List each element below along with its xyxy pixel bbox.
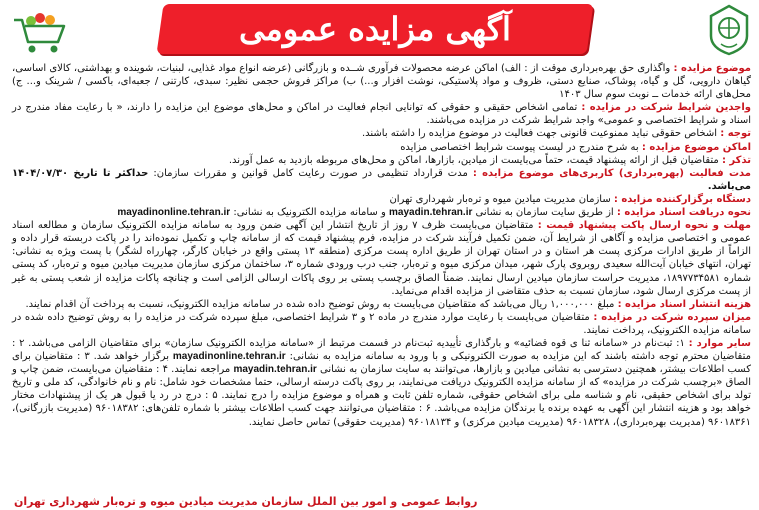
deposit-section [12,311,751,337]
reminder-text: متقاضیان قبل از ارائه پیشنهاد قیمت، حتماً می‌بایست از میادین، بازارها، اماکن و محل‌های مربوطه بازدید به عمل آورند. [228,154,719,166]
municipality-logo-icon [707,4,751,56]
subject-label: موضوع مزایده : [673,63,751,74]
subject-section [12,62,751,101]
duration-text: مدت قرارداد تنظیمی در صورت رعایت کامل قوانین و مقررات سازمان: [153,167,468,179]
footer-signature: روابط عمومی و امور بین الملل سازمان مدیریت میادین میوه و تره‌بار شهرداری تهران [14,495,478,508]
deposit-text: متقاضیان می‌بایست با رعایت موارد مندرج در ماده ۲ و ۳ شرایط اختصاصی، مبلغ سپرده شرکت در مزایده را به روش توضیح داده شده در سامانه مزایده الکترونیک، پرداخت نمایند. [12,311,751,336]
places-label: اماکن موضوع مزایده : [641,141,751,153]
duration-deadline: حداکثر تا تاریخ ۱۴۰۴/۰۷/۳۰ می‌باشد. [12,167,751,192]
organizer-section [12,193,751,206]
deposit-label: میزان سپرده شرکت در مزایده : [593,311,752,323]
fee-section [12,298,751,311]
note-section [12,127,751,140]
eligibility-label: واجدین شرایط شرکت در مزایده : [581,102,751,114]
note-text: اشخاص حقوقی نباید ممنوعیت قانونی جهت فعالیت در موضوع مزایده را داشته باشند. [361,128,718,140]
duration-section [12,167,751,193]
organizer-label: دستگاه برگزارکننده مزایده : [613,193,751,205]
submission-section [12,219,751,298]
submission-text: متقاضیان می‌بایست ظرف ۷ روز از تاریخ انتشار این آگهی ضمن ورود به سامانه مزایده الکترونیک سازمان و مطالعه اسناد عمومی و اختصاصی مزایده و آگاهی از شرایط آن، ضمن تکمیل فرآیند شرکت در مزایده، فرم پیشنهاد قیمت که از سامانه چاپ و تکمیل نموده‌اند را در پاکت دربسته قرار داده و الزاماً از طریق ادارات مرکزی پست هر استان و در استان تهران از طریق اداره پست مرکزی (منطقه ۱۳ پستی واقع در خیابان کارگر، چهارراه لشگر) با پست ویژه به نشانی: تهران، انتهای خیابان آیت‌الله سعیدی روبروی پارک شهر، میدان مرکزی میوه و تره‌بار، جنب درب ورودی شماره ۳، ساختمان مرکزی سازمان مدیریت میادین میوه و تره‌بار، کد پستی شماره ۱۸۹۷۷۳۴۵۸۱، مدیریت حراست سازمان میادین ارسال نمایند. ضمناً الصاق برچسب پستی بر روی پاکات ارسالی الزامی است و چنانچه پاکات مزایده از شعب پستی به غیر از پست مرکزی ارسال شود، سازمان نسبت به حذف متقاضی از مزایده اقدام می‌نماید. [12,220,751,297]
notice-title [156,4,593,54]
reminder-section [12,154,751,167]
eligibility-text: تمامی اشخاص حقیقی و حقوقی که توانایی انجام فعالیت در اماکن و محل‌های موضوع این مزایده را دارند، « با رعایت مفاد مندرج در اسناد و شرایط اختصاصی و عمومی» واجد شرایط شرکت در مزایده می‌باشند. [12,102,751,127]
documents-label: نحوه دریافت اسناد مزایده : [616,207,751,219]
places-section [12,141,751,154]
submission-label: مهلت و نحوه ارسال پاکت پیشنهاد قیمت : [537,220,751,232]
places-text: به شرح مندرج در لیست پیوست شرایط اختصاصی مزایده [400,141,639,153]
mayadin-site-link[interactable]: mayadin.tehran.ir [389,207,473,219]
mayadinonline-site-link[interactable]: mayadinonline.tehran.ir [117,207,231,219]
shopping-cart-icon [10,8,70,56]
notice-body [12,62,751,429]
fee-label: هزینه انتشار اسناد مزایده : [617,298,751,310]
documents-section [12,206,751,219]
fee-text: مبلغ ۱,۰۰۰,۰۰۰ ریال می‌باشد که متقاضیان می‌بایست به روش توضیح داده شده در سامانه مزایده الکترونیک، نسبت به پرداخت آن اقدام نمایند. [25,298,615,310]
header [0,0,759,64]
other-item-2: برگزار خواهد شد. ۳ : متقاضیان برای کسب اطلاعات بیشتر، همچنین دسترسی به نشانی میادین و بازارها، می‌توانند به سایت سازمان به نشانی [12,351,751,376]
duration-label: مدت فعالیت (بهره‌برداری) کاربری‌های موضوع مزایده : [472,167,751,179]
eligibility-section [12,101,751,127]
other-section [12,337,751,429]
subject-text: واگذاری حق بهره‌برداری موقت از : الف) اماکن عرضه محصولات فرآوری شــده و بازرگانی (عرضه انواع مواد غذایی، لبنیات، شوینده و بهداشتی، کالای اساسی، گیاهان دارویی، گل و گیاه، پوشاک، صنایع دستی، ظروف و مواد پلاستیکی، نوشت افزار و...) ب) مراکز فروش حجمی نظیر: سبدی، کارتنی / جعبه‌ای، باکسی / شرینک و... ج) محل‌های ارائه خدمات ــ نوبت سوم سال ۱۴۰۳ [12,63,751,101]
organizer-text: سازمان مدیریت میادین میوه و تره‌بار شهرداری تهران [389,193,611,205]
other-item-3: مراجعه نمایند. ۴ : متقاضیان می‌بایست، ضمن چاپ و الصاق «برچسب شرکت در مزایده» که از سامانه مزایده الکترونیک دریافت می‌نمایند، بر روی پاکت درسته ارسالی، حتما مشخصات خود شامل: نام و نام خانوادگی، کد ملی و تاریخ تولد برای اشخاص حقیقی، نام و شناسه ملی برای اشخاص حقوقی، شماره تلفن ثابت و همراه و موضوع مزایده را درج نمایند. ۵ : درج در رد یا قبول هر یک از پیشنهادات مختار خواهد بود و هزینه انتشار این آگهی به عهده برنده یا برندگان مزایده می‌باشد. ۶ : متقاضیان می‌توانند جهت کسب اطلاعات بیشتر با شماره تلفن‌های: ۹۶۰۱۸۳۸۲ (مدیریت بازرگانی)، ۹۶۰۱۸۳۶۱ (مدیریت بهره‌برداری)، ۹۶۰۱۸۳۲۸ (مدیریت میادین مرکزی) و ۹۶۰۱۸۱۳۴ (مدیریت حقوقی) تماس حاصل نمایند. [12,364,751,428]
documents-text-2: و سامانه مزایده الکترونیک به نشانی: [233,207,386,219]
other-label: سایر موارد : [688,337,751,349]
reminder-label: تذکر : [721,154,751,166]
note-label: توجه : [720,128,751,140]
other-item-1: ۱: ثبت‌نام در «سامانه ثنا ی قوه قضائیه» و بارگذاری تأییدیه ثبت‌نام در قسمت مرتبط از «سامانه مزایده الکترونیک سازمان» برای متقاضیان الزامی می‌باشد. ۲ : متقاضیان محترم توجه داشته باشند که این مزایده به صورت الکترونیکی و با ورود به سامانه مزایده به نشانی: [12,337,751,363]
mayadin-info-link[interactable]: mayadin.tehran.ir [233,364,317,376]
mayadinonline-auction-link[interactable]: mayadinonline.tehran.ir [172,351,286,363]
documents-text: از طریق سایت سازمان به نشانی [475,207,614,219]
notice-title-text: آگهی مزایده عمومی [239,10,511,48]
